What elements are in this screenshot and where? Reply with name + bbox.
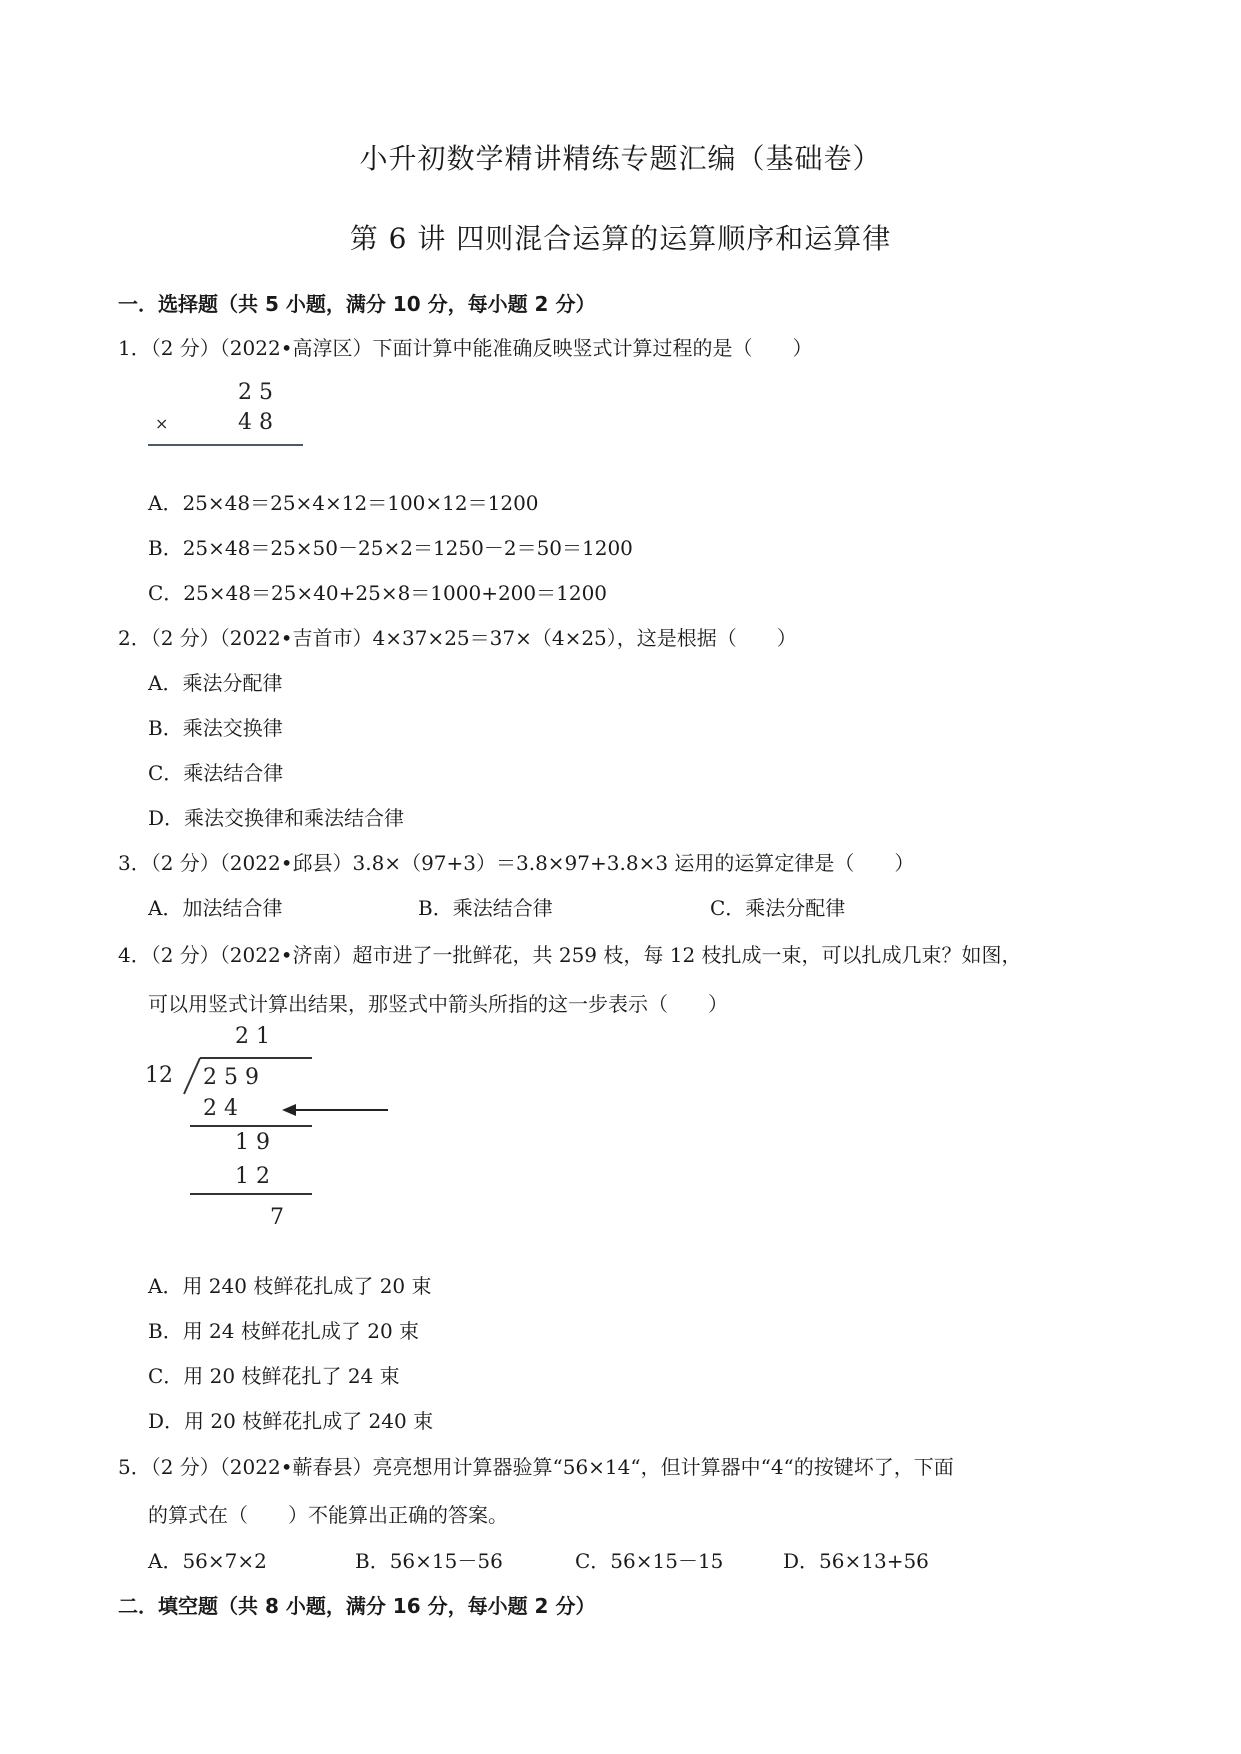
section-heading-choice: 一．选择题（共 5 小题，满分 10 分，每小题 2 分） — [118, 292, 596, 316]
question-5-option-b: B．56×15－56 — [355, 1549, 503, 1573]
question-2-option-b: B．乘法交换律 — [148, 716, 283, 740]
division-bracket — [180, 1056, 204, 1096]
question-5-option-d: D．56×13+56 — [783, 1549, 929, 1573]
times-sign: × — [155, 414, 169, 433]
first-product: 2 4 — [203, 1096, 238, 1121]
question-5-stem-line1: 5．（2 分）（2022•蕲春县）亮亮想用计算器验算“56×14“，但计算器中“4“的按键坏了，下面 — [118, 1455, 954, 1479]
quotient: 2 1 — [235, 1024, 270, 1049]
multiplier: 4 8 — [238, 410, 273, 435]
subtraction-line-2 — [190, 1193, 312, 1195]
partial-remainder: 1 9 — [235, 1130, 270, 1155]
question-5-option-c: C．56×15－15 — [575, 1549, 724, 1573]
question-3-option-b: B．乘法结合律 — [418, 896, 553, 920]
question-5-option-a: A．56×7×2 — [148, 1549, 267, 1573]
question-3-stem: 3．（2 分）（2022•邱县）3.8×（97+3）＝3.8×97+3.8×3 运用的运算定律是（ ） — [118, 851, 915, 875]
question-1-stem: 1．（2 分）（2022•高淳区）下面计算中能准确反映竖式计算过程的是（ ） — [118, 336, 813, 360]
question-4-option-b: B．用 24 枝鲜花扎成了 20 束 — [148, 1319, 420, 1343]
question-3-option-c: C．乘法分配律 — [710, 896, 846, 920]
question-1-option-b: B．25×48＝25×50－25×2＝1250－2＝50＝1200 — [148, 536, 633, 560]
document-title: 小升初数学精讲精练专题汇编（基础卷） — [359, 142, 882, 175]
question-4-option-a: A．用 240 枝鲜花扎成了 20 束 — [148, 1274, 432, 1298]
question-3-option-a: A．加法结合律 — [148, 896, 283, 920]
question-4-option-d: D．用 20 枝鲜花扎成了 240 束 — [148, 1409, 434, 1433]
question-4-option-c: C．用 20 枝鲜花扎了 24 束 — [148, 1364, 400, 1388]
subtraction-line-1 — [190, 1125, 312, 1127]
question-2-stem: 2．（2 分）（2022•吉首市）4×37×25＝37×（4×25），这是根据（ ） — [118, 626, 797, 650]
question-2-option-c: C．乘法结合律 — [148, 761, 284, 785]
divisor: 12 — [145, 1063, 173, 1088]
question-1-option-c: C．25×48＝25×40+25×8＝1000+200＝1200 — [148, 581, 608, 605]
multiplicand: 2 5 — [238, 380, 273, 405]
question-1-option-a: A．25×48＝25×4×12＝100×12＝1200 — [148, 491, 539, 515]
section-heading-fill-blank: 二．填空题（共 8 小题，满分 16 分，每小题 2 分） — [118, 1594, 596, 1618]
second-product: 1 2 — [235, 1164, 270, 1189]
arrow-icon — [280, 1100, 390, 1120]
question-5-stem-line2: 的算式在（ ）不能算出正确的答案。 — [148, 1503, 508, 1527]
question-4-stem-line1: 4．（2 分）（2022•济南）超市进了一批鲜花，共 259 枝，每 12 枝扎成一束，可以扎成几束？如图， — [118, 943, 1022, 967]
question-2-option-a: A．乘法分配律 — [148, 671, 283, 695]
figure-underline — [148, 444, 303, 446]
dividend: 2 5 9 — [203, 1065, 259, 1090]
question-2-option-d: D．乘法交换律和乘法结合律 — [148, 806, 405, 830]
question-4-stem-line2: 可以用竖式计算出结果，那竖式中箭头所指的这一步表示（ ） — [148, 992, 728, 1016]
lesson-subtitle: 第 6 讲 四则混合运算的运算顺序和运算律 — [349, 222, 892, 255]
division-bar — [200, 1057, 312, 1059]
remainder: 7 — [270, 1205, 284, 1230]
